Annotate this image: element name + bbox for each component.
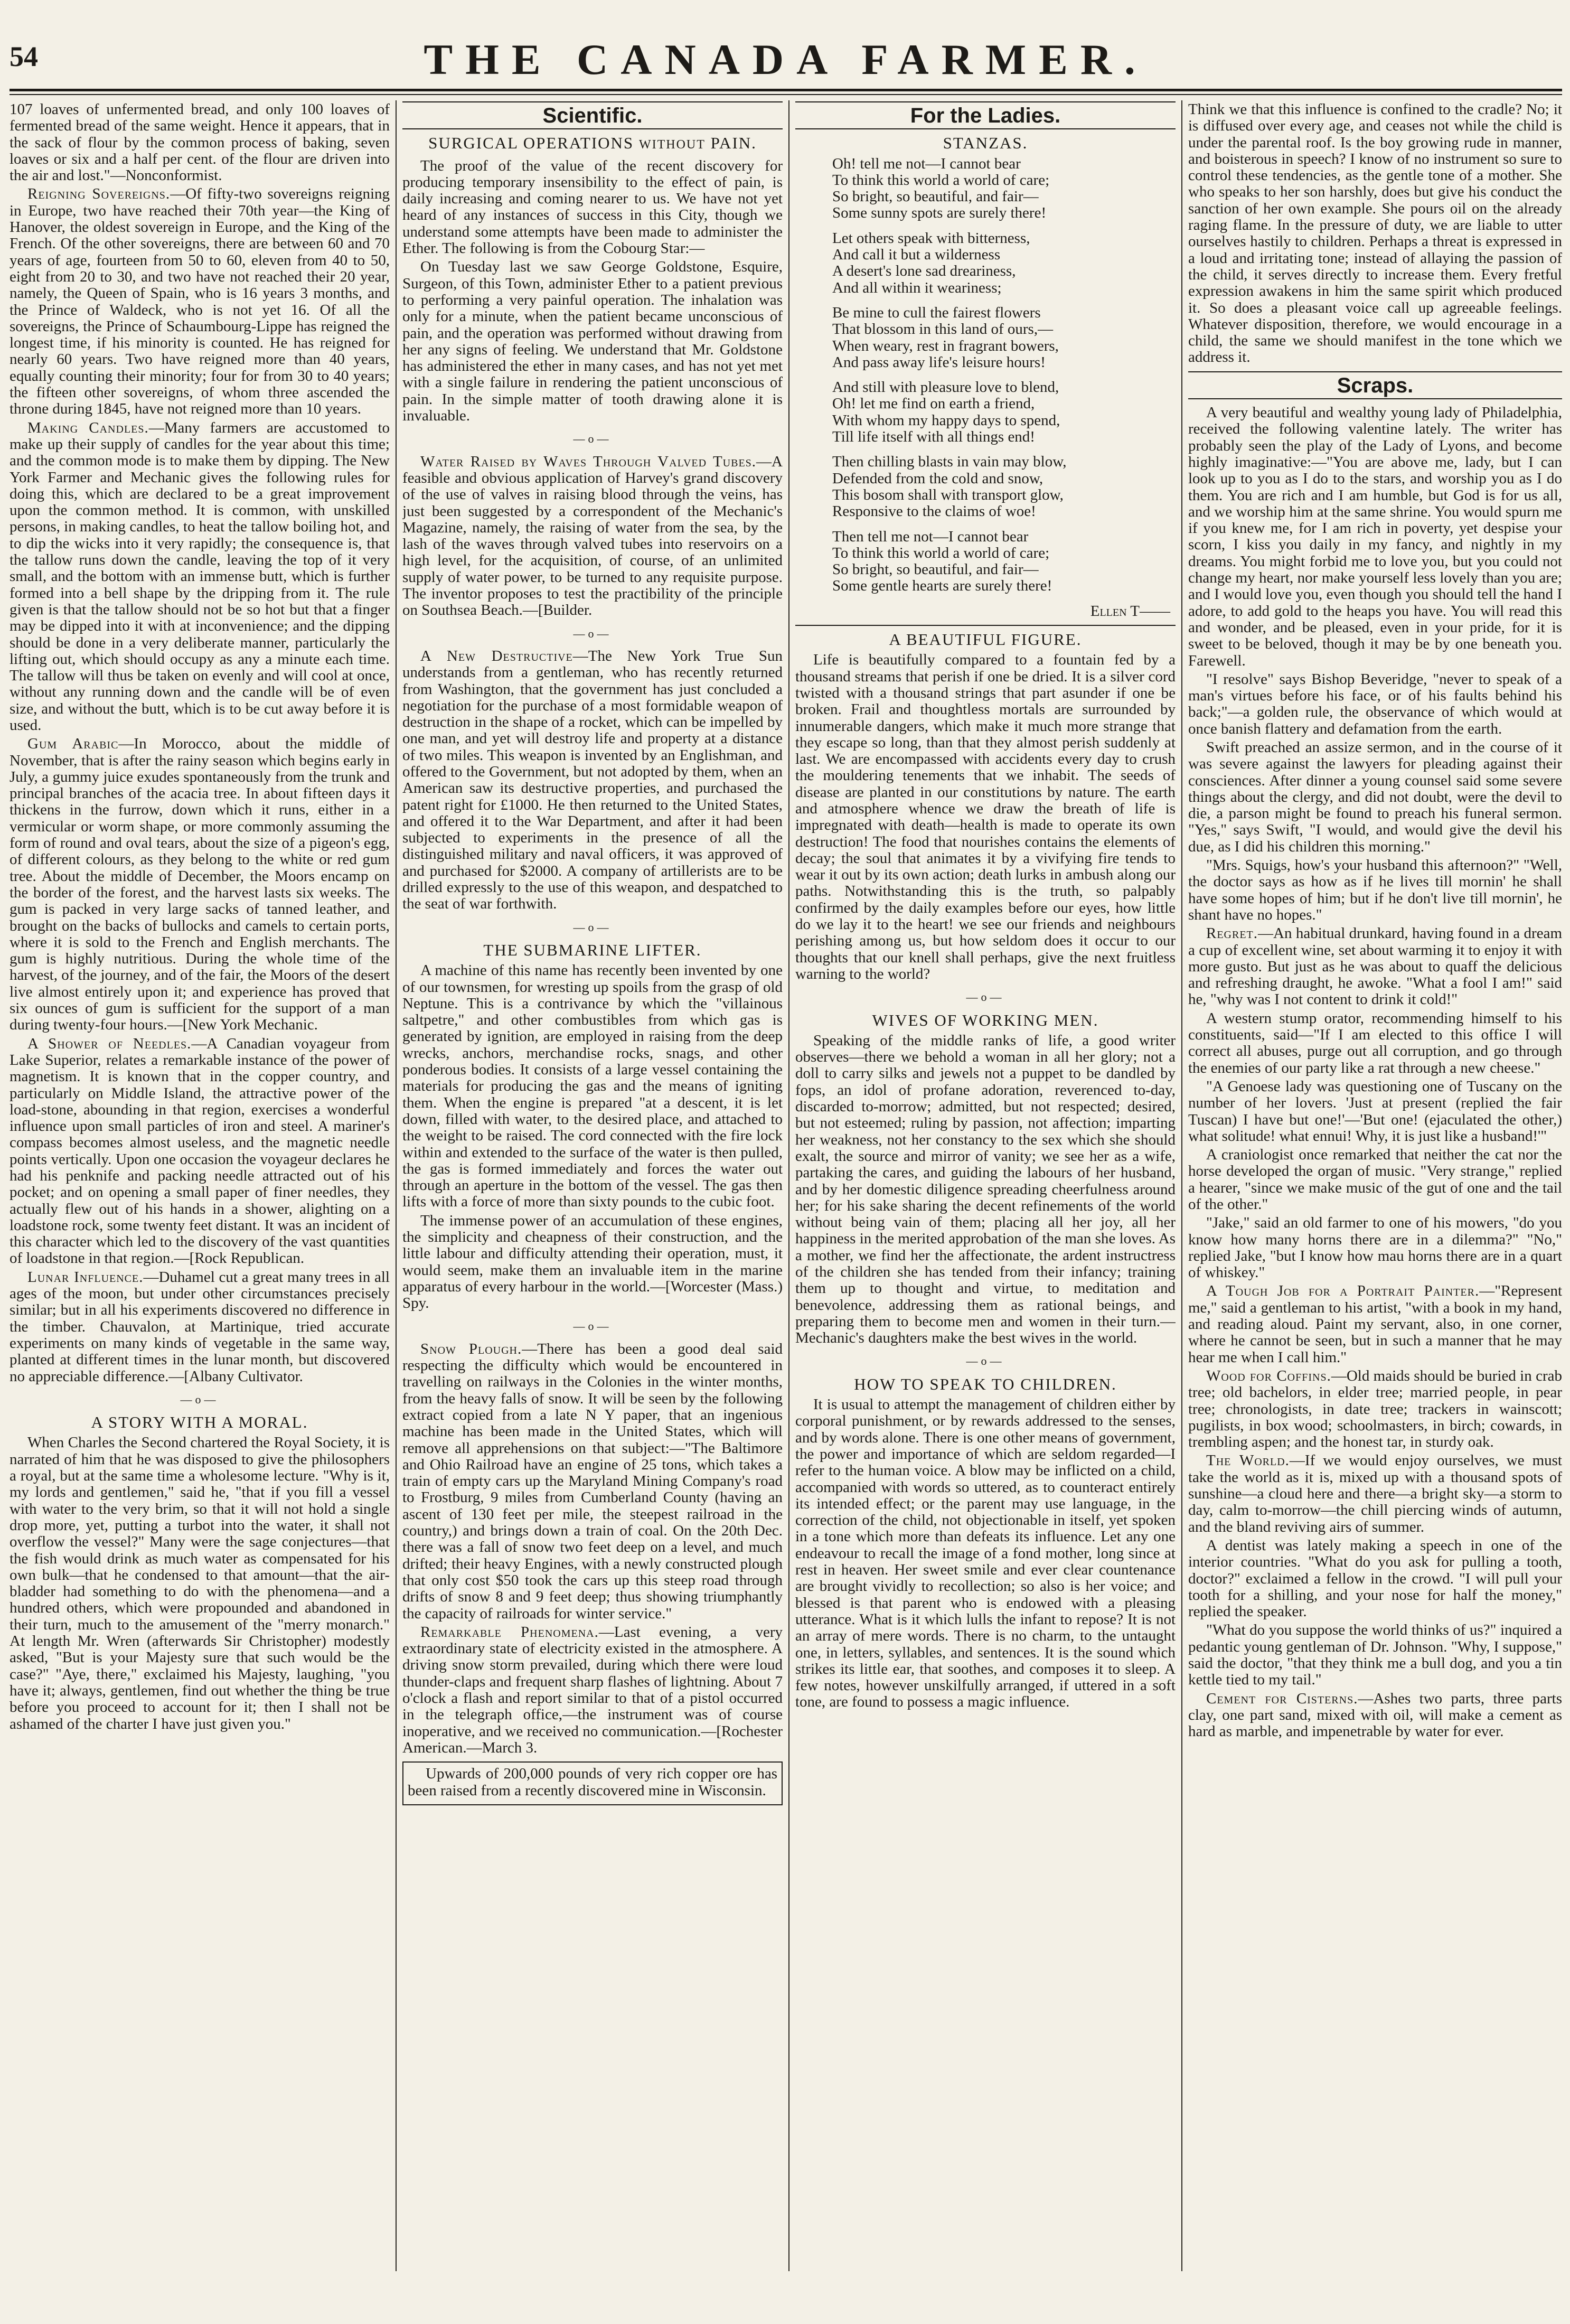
item-heading: A Shower of Needles.	[27, 1035, 192, 1052]
poem-stanza: Let others speak with bitterness, And call it but a wilderness A desert's lone sad dreariness, And all within it weariness;	[832, 229, 1030, 296]
article-paragraph	[1188, 1452, 1562, 1535]
article-paragraph	[1188, 1691, 1562, 1740]
article-paragraph: It is usual to attempt the management of children either by corporal punishment, or by rewards addressed to the senses, and by words alone. There is one other means of government, the power and importance of which are seldom regarded—I refer to the human voice. A blow may be inflicted on a child, accompanied with words so uttered, as to counteract entirely its intended effect; or the parent may use language, in the correction of the child, not objectionable in itself, yet spoken in a tone which more than defeats its influence. Let any one endeavour to recall the image of a fond mother, long since at rest in heaven. Her sweet smile and ever clear countenance are brought vividly to recollection; so also is her voice; and blessed is that parent who is endowed with a pleasing utterance. What is it which lulls the infant to repose? It is not an array of mere words. There is no charm, to the untaught one, in letters, syllables, and sentences. It is the sound which strikes its little ear, that soothes, and composes it to sleep. A few notes, however unskilfully arranged, if uttered in a soft tone, are found to possess a magic influence.	[795, 1396, 1176, 1711]
article-paragraph: A machine of this name has recently been invented by one of our townsmen, for wresting up spoils from the grasp of old Neptune. This is a contrivance by which the "villainous saltpetre," and other combustibles from which gas is generated by ignition, are employed in raising from the deep wrecks, anchors, merchandise rocks, snags, and other ponderous bodies. It consists of a large vessel containing the materials for producing the gas and the means of igniting them. When the engine is prepared "at a descent, it is let down, filled with water, to the desired place, and attached to the weight to be raised. The cord connected with the fire lock within and extended to the surface of the water is then pulled, the gas is formed immediately and forces the water out through an aperture in the bottom of the vessel. The gas then lifts with a force of more than sixty pounds to the cubic foot.	[402, 962, 783, 1211]
poem-stanza: Be mine to cull the fairest flowers That blossom in this land of ours,— When weary, rest in fragrant bowers, And pass away life's leisure hours!	[832, 304, 1059, 371]
article-title: A STORY WITH A MORAL.	[91, 1413, 308, 1432]
masthead	[10, 25, 1562, 83]
section-title: Scientific.	[542, 104, 643, 127]
article-paragraph	[402, 454, 783, 619]
column-2	[402, 101, 783, 2241]
column-3	[795, 101, 1176, 2241]
article-paragraph: "I resolve" says Bishop Beveridge, "never to speak of a man's virtues before his face, or of his faults behind his back;"—a golden rule, the observance of which would at once banish flattery and defamation from the earth.	[1188, 670, 1562, 737]
section-header-box	[795, 101, 1176, 129]
article-paragraph	[10, 1269, 390, 1385]
item-heading: Remarkable Phenomena.	[420, 1623, 599, 1641]
item-text: —The New York True Sun understands from a gentleman, who has recently returned from Washington, that the government has just concluded a negotiation for the purchase of a most formidable weapon of destruction in the shape of a rocket, which can be impelled by one man, and yet will destroy life and property at a distance of two miles. This weapon is invented by an Englishman, and offered to the Government, but not adopted by them, when an American saw its destructive properties, and purchased the patent right for £1000. He then returned to the United States, and offered it to the War Department, and after it had been subjected to experiments in the presence of all the distinguished military and naval officers, it was approved of and purchased for $2000. A company of artillerists are to be drilled expressly to the use of this weapon, and despatched to the seat of war forthwith.	[402, 647, 783, 913]
poem-stanza: Then tell me not—I cannot bear To think this world a world of care; So bright, so beautiful, and fair— Some gentle hearts are surely there!	[832, 528, 1052, 595]
article-paragraph: A craniologist once remarked that neither the cat nor the horse developed the organ of music. "Very strange," replied a hearer, "since we make music of the gut of one and the tail of the other."	[1188, 1146, 1562, 1213]
article-paragraph: "A Genoese lady was questioning one of Tuscany on the number of her lovers. 'Just at present (replied the fair Tuscan) I have but one!'—'But one! (ejaculated the other,) what solitude! what ennui! Why, it is just like a husband!'"	[1188, 1077, 1562, 1145]
boxed-notice	[402, 1761, 783, 1805]
poem-title: STANZAS.	[943, 134, 1028, 153]
masthead-rule-thick	[10, 89, 1562, 91]
article-paragraph: Upwards of 200,000 pounds of very rich copper ore has been raised from a recently discovered mine in Wisconsin.	[408, 1765, 777, 1799]
item-heading: A New Destructive	[420, 647, 573, 664]
newspaper-title: THE CANADA FARMER.	[424, 35, 1148, 83]
item-text: —Old maids should be buried in crab tree; old bachelors, in elder tree; married people, in pear tree; chronologists, in date tree; trackers in wainscott; pugilists, in box wood; schoolmasters, in birch; cowards, in trembling aspen; and the honest tar, in sturdy oak.	[1188, 1367, 1562, 1451]
item-heading: Water Raised by Waves Through Valved Tubes.	[420, 453, 757, 470]
article-paragraph: A dentist was lately making a speech in one of the interior countries. "What do you ask for pulling a tooth, doctor?" exclaimed a fellow in the crowd. "I will pull your tooth for a shilling, and your nose for half the money," replied the speaker.	[1188, 1536, 1562, 1620]
article-paragraph	[10, 736, 390, 1033]
item-text: —If we would enjoy ourselves, we must take the world as it is, mixed up with a thousand spots of sunshine—a cloud here and there—a bright sky—a storm to day, calm to-morrow—the chill piercing winds of autumn, and the bland reviving airs of summer.	[1188, 1452, 1562, 1535]
item-text: —An habitual drunkard, having found in a dream a cup of excellent wine, set about warming it to enjoy it with more gusto. But just as he was about to quaff the delicious and refreshing draught, he awoke. "What a fool I am!" said he, "why was I not content to drink it cold!"	[1188, 925, 1562, 1008]
title-part: SURGICAL OPERATIONS	[428, 134, 634, 153]
item-text: —Last evening, a very extraordinary state of electricity existed in the atmosphere. A driving snow storm prevailed, during which there were loud thunder-claps and frequent sharp flashes of lightning. About 7 o'clock a flash and report similar to that of a pistol occurred in the telegraph office,—the instrument was of course inoperative, and we received no communication.—[Rochester American.—March 3.	[402, 1623, 783, 1756]
column-divider	[1181, 100, 1182, 2271]
section-rule	[795, 625, 1176, 626]
section-separator: —o—	[573, 920, 612, 934]
item-heading: Regret.	[1206, 925, 1258, 942]
article-paragraph: Speaking of the middle ranks of life, a good writer observes—there we behold a woman in all her glory; not a doll to carry silks and jewels not a puppet to be dandled by fops, an idol of profane adoration, reverenced to-day, discarded to-morrow; admitted, but not respected; desired, but not esteemed; ruling by passion, not affection; imparting her weakness, not her constancy to the sex which she should exalt, the source and mirror of vanity; we see her as a wife, partaking the cares, and guiding the labours of her husband, and by her domestic diligence spreading cheerfulness around her; for his sake sharing the decent refinements of the world without being vain of them; placing all her joy, all her happiness in the merited approbation of the man she loves. As a mother, we find her the affectionate, the ardent instructress of the children she has tended from their infancy; training them up to thought and virtue, to meditation and benevolence, addressing them as rational beings, and preparing them to become men and women in their turn.—Mechanic's daughters make the best wives in the world.	[795, 1032, 1176, 1347]
article-paragraph	[1188, 1283, 1562, 1365]
item-heading: Cement for Cisterns.	[1206, 1690, 1358, 1707]
column-4	[1188, 101, 1562, 2241]
title-part: PAIN.	[710, 134, 757, 153]
section-header-box	[402, 101, 783, 129]
article-paragraph: A western stump orator, recommending himself to his constituents, said—"If I am elected to this office I will correct all abuses, purge out all corruption, and go through the enemies of our party like a rat through a new cheese."	[1188, 1009, 1562, 1076]
article-paragraph: Life is beautifully compared to a fountain fed by a thousand streams that perish if one be dried. It is a silver cord twisted with a thousand strings that part asunder if one be broken. Frail and thoughtless mortals are surrounded by innumerable dangers, which make it much more strange that they escape so long, than that they almost perish suddenly at last. We are encompassed with accidents every day to crush the mouldering tenements that we inhabit. The seeds of disease are planted in our constitutions by nature. The earth and atmosphere whence we draw the breath of life is impregnated with death—health is made to operate its own destruction! The food that nourishes contains the elements of decay; the soul that animates it by a vivifying fire tends to wear it out by its own action; death lurks in ambush along our paths. Notwithstanding this is the truth, so palpably confirmed by the daily examples before our eyes, how little do we lay it to the heart! we see our friends and neighbours perishing among us, but how seldom does it occur to our thoughts that our knell shall perhaps, give the next fruitless warning to the world?	[795, 651, 1176, 982]
article-title: HOW TO SPEAK TO CHILDREN.	[854, 1374, 1117, 1393]
column-divider	[396, 100, 397, 2271]
item-text: —A feasible and obvious application of Harvey's grand discovery of the use of valves in raising blood through the veins, has just been suggested by a correspondent of the Mechanic's Magazine, namely, the raising of water from the sea, by the lash of the waves through valved tubes into reservoirs on a high level, for the acquisition, of course, of an unlimited supply of water power, to be turned to any requisite purpose. The inventor proposes to test the practibility of the principle on Southsea Beach.—[Builder.	[402, 453, 783, 619]
section-separator: —o—	[966, 990, 1005, 1004]
item-heading: Reigning Sovereigns.	[27, 185, 171, 203]
section-separator: —o—	[573, 626, 612, 640]
poem-stanza: Then chilling blasts in vain may blow, Defended from the cold and snow, This bosom shall with transport glow, Responsive to the claims of woe!	[832, 453, 1067, 520]
item-text: —Ashes two parts, three parts clay, one part sand, mixed with oil, will make a cement as hard as marble, and impenetrable by water for ever.	[1188, 1690, 1562, 1740]
item-text: —A Canadian voyageur from Lake Superior, relates a remarkable instance of the power of magnetism. It is known that in the copper country, and particularly on Middle Island, the attractive power of the load-stone, abounding in that region, exercises a wonderful influence upon small particles of iron and steel. A mariner's compass becomes almost useless, and the magnetic needle points vertically. Upon one occasion the voyageur declares he had his penknife and packing needle attracted out of his pocket; and on opening a small paper of finer needles, they actually flew out of his hands in a shower, alighting on a loadstone rock, some twenty feet distant. It was an incident of this character which led to the discovery of the vast quantities of loadstone in that region.—[Rock Republican.	[10, 1035, 390, 1267]
item-text: —There has been a good deal said respecting the difficulty which would be encountered in travelling on railways in the Colonies in the winter months, from the heavy falls of snow. It will be seen by the following extract copied from a late N Y paper, that an ingenious machine has been made in the United States, which will remove all apprehensions on that subject:—"The Baltimore and Ohio Railroad have an engine of 25 tons, which takes a train of empty cars up the Maryland Mining Company's road to Frostburg, 9 miles from Cumberland County (having an ascent of 130 feet per mile, the steepest railroad in the country,) and brings down a train of coal. On the 20th Dec. there was a fall of snow two feet deep on a level, and much drifted; their heavy Engines, with a newly constructed plough that only cost $50 took the cars up this steep road through drifts of snow 8 and 9 feet deep; thus showing triumphantly the capacity of railroads for winter service."	[402, 1340, 783, 1622]
poem	[832, 156, 1176, 595]
article-paragraph: "What do you suppose the world thinks of us?" inquired a pedantic young gentleman of Dr. Johnson. "Why, I suppose," said the doctor, "that they think me a bull dog, and you a tin kettle tied to my tail."	[1188, 1622, 1562, 1689]
article-title	[402, 135, 783, 153]
poem-stanza: And still with pleasure love to blend, Oh! let me find on earth a friend, With whom my happy days to spend, Till life itself with all things end!	[832, 379, 1060, 446]
section-header-box	[1188, 371, 1562, 399]
column-divider	[788, 100, 789, 2271]
item-heading: A Tough Job for a Portrait Painter.	[1206, 1282, 1480, 1300]
section-separator: —o—	[180, 1392, 219, 1406]
article-paragraph	[402, 1341, 783, 1622]
masthead-rule-thin	[10, 94, 1562, 95]
item-heading: The World.	[1206, 1452, 1290, 1469]
column-1	[10, 101, 390, 2241]
article-paragraph	[1188, 925, 1562, 1008]
item-heading: Gum Arabic	[27, 735, 119, 753]
article-paragraph	[402, 1624, 783, 1756]
item-heading: Snow Plough.	[420, 1340, 522, 1357]
article-paragraph	[10, 420, 390, 734]
item-text: —Duhamel cut a great many trees in all ages of the moon, but under other circumstances precisely similar; but in all his experiments discovered no difference in the timber. Chauvalon, at Martinique, tried accurate experiments on many kinds of vegetable in the same way, planted at different times in the lunar month, but discovered no appreciable difference.—[Albany Cultivator.	[10, 1268, 390, 1385]
article-paragraph: Think we that this influence is confined to the cradle? No; it is diffused over every age, and ceases not while the child is under the parental roof. Is the boy growing rude in manner, and boisterous in speech? I know of no instrument so sure to control these tendencies, as the gentle tone of a mother. She who speaks to her son harshly, does but give his conduct the sanction of her own example. She pours oil on the already raging flame. In the pressure of duty, we are liable to utter ourselves hastily to children. Perhaps a threat is expressed in a loud and irritating tone; instead of allaying the passion of the child, it serves directly to increase them. Every fretful expression awakens in him the same spirit which produced it. So does a pleasant voice call up agreeable feelings. Whatever disposition, therefore, we would encourage in a child, the same we should manifest in the tone which we address it.	[1188, 101, 1562, 366]
article-paragraph	[10, 1036, 390, 1267]
item-text: —Many farmers are accustomed to make up their supply of candles for the year about this time; and the common mode is to make them by dipping. The New York Farmer and Mechanic gives the following rules for doing this, which are declared to be a great improvement upon the common method. It is common, with unskilled persons, in making candles, to heat the tallow boiling hot, and to dip the wicks into it very rapidly; the consequence is, that the tallow runs down the candle, leaving the top of it very small, and the bottom with an immense butt, which is further formed into a bell shape by the dripping from it. The rule given is that the tallow should not be so hot but that a finger may be dipped into it with at inconvenience; and the dipping should be done in a very deliberate manner, particularly the lifting out, which should occupy as any a minute each time. The tallow will thus be taken on evenly and will cool at once, without any running down and the candle will be of even size, and without the butt, which is to be cut away before it is used.	[10, 419, 390, 734]
item-heading: Lunar Influence.	[27, 1268, 144, 1286]
poem-signature: Ellen T——	[1090, 602, 1170, 620]
page-number: 54	[10, 41, 38, 72]
article-paragraph	[1188, 1368, 1562, 1450]
section-separator: —o—	[573, 1319, 612, 1333]
article-title: THE SUBMARINE LIFTER.	[483, 940, 702, 959]
article-paragraph: "Jake," said an old farmer to one of his mowers, "do you know how many horns there are in a dilemma?" "No," replied Jake, "but I know how mau horns there are in a quart of whiskey."	[1188, 1214, 1562, 1281]
article-title: WIVES OF WORKING MEN.	[872, 1010, 1099, 1029]
item-heading: Making Candles.	[27, 419, 149, 436]
article-paragraph: The proof of the value of the recent discovery for producing temporary insensibility to the effect of pain, is daily increasing and coming nearer to us. We have not yet heard of any instances of success in this City, though we understand some attempts have been made to administer the Ether. The following is from the Cobourg Star:—	[402, 157, 783, 257]
article-paragraph	[402, 648, 783, 913]
section-separator: —o—	[966, 1354, 1005, 1368]
item-text: —In Morocco, about the middle of November, that is after the rainy season which begins early in July, a gummy juice exudes spontaneously from the trunk and principal branches of the acacia tree. In about fifteen days it thickens in the furrow, down which it runs, either in a vermicular or worm shape, or more commonly assuming the form of round and oval tears, about the size of a pigeon's egg, of different colours, as they belong to the white or red gum tree. About the middle of December, the Moors encamp on the border of the forest, and the harvest lasts six weeks. The gum is packed in very large sacks of tanned leather, and brought on the backs of bullocks and camels to certain ports, where it is sold to the French and English merchants. The gum is highly nutritious. During the whole time of the harvest, of the journey, and of the fair, the Moors of the desert live almost entirely upon it; and experience has proved that six ounces of gum is sufficient for the support of a man during twenty-four hours.—[New York Mechanic.	[10, 735, 390, 1034]
section-title: Scraps.	[1337, 373, 1414, 397]
section-title: For the Ladies.	[910, 104, 1061, 127]
article-paragraph: On Tuesday last we saw George Goldstone, Esquire, Surgeon, of this Town, administer Ether to a patient previous to performing a very painful operation. The inhalation was only for a minute, when the patient became unconscious of pain, and the operation was performed without drawing from her any signs of feeling. We understand that Mr. Goldstone has administered the ether in many cases, and has not yet met with a single failure in rendering the patient unconscious of pain. In the simple matter of tooth drawing alone it is invaluable.	[402, 258, 783, 425]
article-paragraph: A very beautiful and wealthy young lady of Philadelphia, received the following valentine lately. The writer has probably seen the play of the Lady of Lyons, and become highly imaginative:—"You are above me, lady, but I can look up to you as I do to the stars, and worship you as I do them. You are rich and I am humble, but God is for us all, and we worship him at the same shrine. You would spurn me if you knew me, for I am rich in poverty, yet despise your scorn, I kiss you daily in my fancy, and nightly in my dreams. You might forbid me to love you, but you could not change my heart, nor make yourself less lovely than you are; and I would love you, even though you should tell the hand I adore, to add gold to the heaps you have. You will read this and wonder, and be pleased, even in your pride, for it is sweet to be beloved, though it may be by one beneath you. Farewell.	[1188, 404, 1562, 669]
section-separator: —o—	[573, 432, 612, 446]
title-part: WITHOUT	[638, 138, 706, 152]
article-paragraph: The immense power of an accumulation of these engines, the simplicity and cheapness of their construction, and the little labour and difficulty attending their operation, must, it would seem, make them an invaluable item in the marine apparatus of every harbour in the world.—[Worcester (Mass.) Spy.	[402, 1212, 783, 1312]
poem-stanza: Oh! tell me not—I cannot bear To think this world a world of care; So bright, so beautiful, and fair— Some sunny spots are surely there!	[832, 155, 1050, 222]
item-text: —Of fifty-two sovereigns reigning in Europe, two have reached their 70th year—the King of Hanover, the oldest sovereign in Europe, and the King of the French. Of the other sovereigns, there are between 60 and 70 years of age, fourteen from 50 to 60, eleven from 40 to 50, eight from 20 to 30, and two have not reached their 20 year, namely, the Queen of Spain, who is 16 years 3 months, and the Prince of Waldeck, who is not yet 16. Of all the sovereigns, the Prince of Schaumbourg-Lippe has reigned the longest time, if his minority is counted. He has reigned for nearly 60 years. Two have reigned more than 40 years, equally counting their minority; four for from 30 to 40 years; the fifteen other sovereigns, of whom three ascended the throne during 1845, have not reigned more than 10 years.	[10, 185, 390, 418]
article-paragraph: Swift preached an assize sermon, and in the course of it was severe against the lawyers for pleading against their consciences. After dinner a young counsel said some severe things about the clergy, and did not doubt, were the devil to die, a parson might be found to preach his funeral sermon. "Yes," says Swift, "I would, and would give the devil his due, as I did his children this morning."	[1188, 738, 1562, 855]
article-paragraph	[10, 186, 390, 417]
item-text: —"Represent me," said a gentleman to his artist, "with a book in my hand, and reading aloud. Paint my servant, also, in one corner, where he cannot be seen, but in such a manner that he may hear me when I call him."	[1188, 1282, 1562, 1366]
article-title: A BEAUTIFUL FIGURE.	[889, 630, 1082, 649]
item-heading: Wood for Coffins.	[1206, 1367, 1331, 1384]
article-paragraph: 107 loaves of unfermented bread, and only 100 loaves of fermented bread of the same weight. Hence it appears, that in the sack of flour by the common process of baking, seven loaves or six and a half per cent. of the flour are driven into the air and lost."—Nonconformist.	[10, 101, 390, 184]
article-paragraph: When Charles the Second chartered the Royal Society, it is narrated of him that he was disposed to give the philosophers a royal, but at the same time a wholesome lecture. "Why is it, my lords and gentlemen," said he, "that if you fill a vessel with water to the very brim, so that it will not hold a single drop more, yet, putting a turbot into the water, it shall not overflow the vessel?" Many were the sage conjectures—that the fish would drink as much water as compensated for his own bulk—that he condensed to that amount—that the air-bladder had something to do with the phenomena—and a hundred others, which were propounded and abandoned in their turn, much to the amusement of the "merry monarch." At length Mr. Wren (afterwards Sir Christopher) modestly asked, "But is your Majesty sure that such would be the case?" "Aye, there," exclaimed his Majesty, laughing, "you have it; always, gentlemen, find out whether the thing be true before you proceed to account for it; then I shall not be ashamed of the charter I have just given you."	[10, 1434, 390, 1732]
article-paragraph: "Mrs. Squigs, how's your husband this afternoon?" "Well, the doctor says as how as if he lives till mornin' he shall have some hopes of him; but if he don't live till mornin', he shant have no hopes."	[1188, 857, 1562, 923]
